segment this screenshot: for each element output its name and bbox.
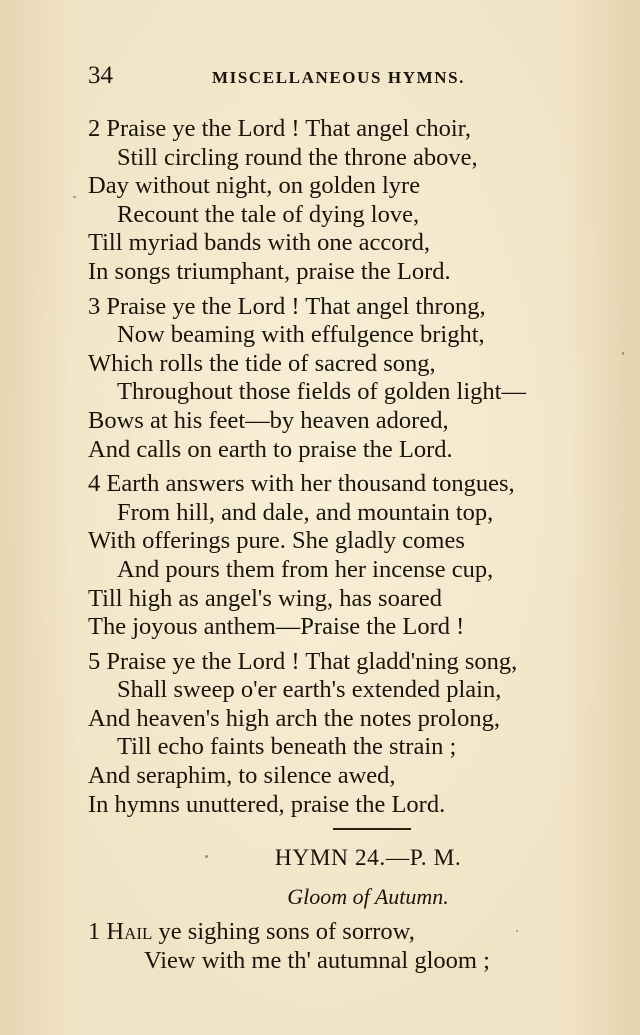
hymn-title: HYMN 24.—P. M.: [274, 845, 462, 871]
verse-line: And seraphim, to silence awed,: [88, 762, 396, 790]
drop-word-initial: H: [106, 918, 125, 945]
hymn-text: [88, 115, 628, 825]
verse-line: Till echo faints beneath the strain ;: [117, 733, 457, 761]
ink-speck: [622, 352, 624, 355]
stanza-4: [88, 470, 628, 642]
page-number: 34: [88, 62, 113, 89]
verse-line: Shall sweep o'er earth's extended plain,: [117, 676, 502, 704]
verse-line: With offerings pure. She gladly comes: [88, 527, 465, 555]
ink-speck: [205, 855, 208, 858]
running-head: MISCELLANEOUS HYMNS.: [212, 68, 466, 87]
ink-speck: [73, 196, 76, 198]
verse-line: Till myriad bands with one accord,: [88, 229, 431, 257]
page-header: [88, 62, 600, 92]
verse-line: And calls on earth to praise the Lord.: [88, 435, 453, 463]
verse-line: View with me th' autumnal gloom ;: [144, 946, 490, 974]
verse-line: Throughout those fields of golden light—: [117, 378, 526, 406]
stanza-5: [88, 648, 628, 820]
verse-line: In songs triumphant, praise the Lord.: [88, 257, 451, 285]
section-divider: [333, 828, 411, 830]
verse-line: And pours them from her incense cup,: [117, 555, 494, 583]
verse-line: Now beaming with effulgence bright,: [117, 321, 485, 349]
verse-line: 2 Praise ye the Lord ! That angel choir,: [88, 115, 471, 142]
verse-line: The joyous anthem—Praise the Lord !: [88, 613, 465, 641]
verse-line: Till high as angel's wing, has soared: [88, 584, 442, 612]
verse-line: 5 Praise ye the Lord ! That gladd'ning song,: [88, 647, 518, 675]
verse-line: 4 Earth answers with her thousand tongues,: [88, 470, 515, 498]
drop-word-rest: ail: [124, 918, 153, 945]
verse-line: Recount the tale of dying love,: [117, 200, 420, 228]
hymn-24-text: [88, 918, 628, 975]
verse-line: Which rolls the tide of sacred song,: [88, 349, 436, 377]
stanza-2: [88, 115, 628, 287]
stanza-3: [88, 293, 628, 465]
verse-line: 3 Praise ye the Lord ! That angel throng,: [88, 292, 486, 320]
verse-line: From hill, and dale, and mountain top,: [117, 498, 494, 526]
verse-line: Day without night, on golden lyre: [88, 172, 421, 200]
verse-line: In hymns unuttered, praise the Lord.: [88, 790, 446, 818]
verse-line: Still circling round the throne above,: [117, 143, 478, 171]
verse-line: And heaven's high arch the notes prolong,: [88, 704, 500, 732]
verse-line-rest: ye sighing sons of sorrow,: [152, 918, 415, 945]
verse-line: [88, 918, 628, 947]
hymn-subtitle: Gloom of Autumn.: [287, 884, 449, 909]
verse-line: Bows at his feet—by heaven adored,: [88, 406, 449, 434]
stanza-number: 1: [88, 918, 101, 945]
ink-speck: [516, 930, 518, 932]
